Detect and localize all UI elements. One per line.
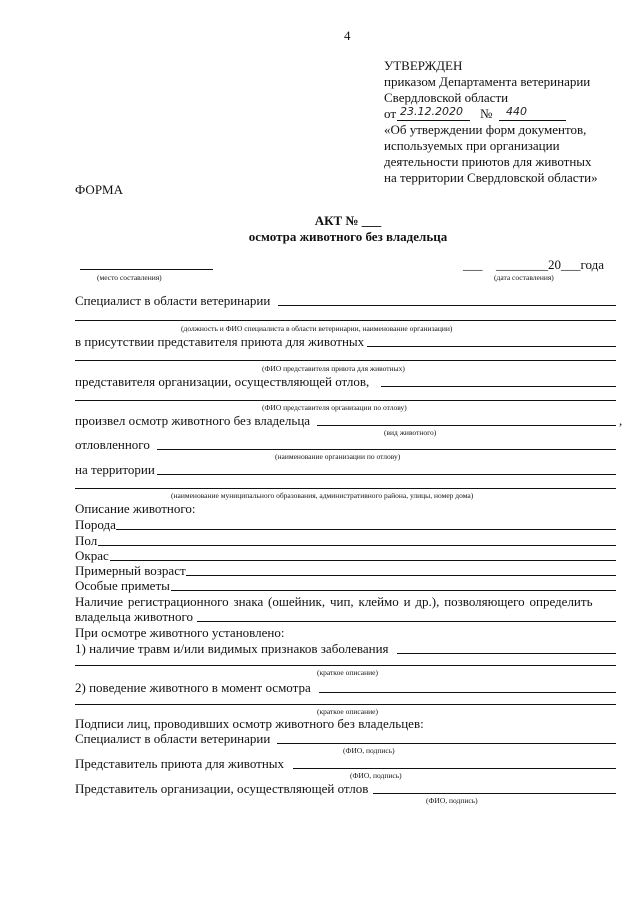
place-line (80, 269, 213, 270)
injuries-caption: (краткое описание) (317, 668, 378, 677)
behavior-line (319, 692, 616, 693)
approval-number-line (499, 120, 566, 121)
territory-line (157, 474, 616, 475)
date-text: ________20___года (496, 257, 605, 272)
caught-label: отловленного (75, 437, 150, 452)
behavior-caption: (краткое описание) (317, 707, 378, 716)
color-line (110, 560, 616, 561)
approval-line-1: приказом Департамента ветеринарии (384, 74, 591, 89)
registration-line (197, 621, 616, 622)
sig-specialist-line (277, 743, 616, 744)
shelter-rep-line-2 (75, 360, 616, 361)
catcher-rep-caption: (ФИО представителя организации по отлову) (262, 403, 407, 412)
approval-date-handwritten: 23.12.2020 (400, 105, 463, 118)
behavior-label: 2) поведение животного в момент осмотра (75, 680, 311, 695)
approval-title: УТВЕРЖДЕН (384, 58, 463, 73)
specialist-caption: (должность и ФИО специалиста в области ветеринарии, наименование организации) (181, 324, 453, 333)
specialist-line-2 (75, 320, 616, 321)
age-line (186, 575, 616, 576)
marks-line (171, 590, 616, 591)
sig-catcher-caption: (ФИО, подпись) (426, 796, 478, 805)
injuries-line-2 (75, 665, 616, 666)
inspected-comma: , (619, 413, 623, 428)
registration-label-1: Наличие регистрационного знака (ошейник, чип, клеймо и др.), позволяющего определить (75, 594, 593, 609)
act-title: АКТ № ___ (314, 213, 382, 228)
inspected-caption: (вид животного) (384, 428, 437, 437)
approval-quote-2: используемых при организации (384, 138, 560, 153)
territory-label: на территории (75, 462, 155, 477)
approval-line-2: Свердловской области (384, 90, 509, 105)
signatures-heading: Подписи лиц, проводивших осмотр животного без владельцев: (75, 716, 424, 731)
sex-label: Пол (75, 533, 98, 548)
page-number: 4 (344, 28, 351, 43)
sex-line (98, 545, 616, 546)
breed-line (116, 529, 616, 530)
description-heading: Описание животного: (75, 501, 196, 516)
sig-shelter-line (293, 768, 616, 769)
form-label: ФОРМА (75, 182, 123, 197)
approval-number-prefix: № (480, 106, 493, 121)
shelter-rep-caption: (ФИО представителя приюта для животных) (262, 364, 405, 373)
approval-quote-3: деятельности приютов для животных (384, 154, 592, 169)
caught-line (157, 449, 616, 450)
approval-date-prefix: от (384, 106, 397, 121)
sig-specialist-label: Специалист в области ветеринарии (75, 731, 271, 746)
sig-shelter-label: Представитель приюта для животных (75, 756, 285, 771)
approval-quote-1: «Об утверждении форм документов, (384, 122, 587, 137)
date-caption: (дата составления) (494, 273, 554, 282)
inspected-label: произвел осмотр животного без владельца (75, 413, 311, 428)
approval-number-handwritten: 440 (506, 105, 527, 118)
sig-catcher-label: Представитель организации, осуществляющей отлов (75, 781, 369, 796)
breed-label: Порода (75, 517, 116, 532)
specialist-line (278, 305, 616, 306)
shelter-rep-line (367, 346, 616, 347)
shelter-rep-label: в присутствии представителя приюта для животных (75, 334, 365, 349)
marks-label: Особые приметы (75, 578, 170, 593)
registration-label-2: владельца животного (75, 609, 193, 624)
injuries-label: 1) наличие травм и/или видимых признаков заболевания (75, 641, 389, 656)
sig-catcher-line (373, 793, 616, 794)
sig-specialist-caption: (ФИО, подпись) (343, 746, 395, 755)
date-blank-left: ___ (463, 257, 483, 272)
catcher-rep-line-2 (75, 400, 616, 401)
territory-caption: (наименование муниципального образования, административного района, улицы, номер дома) (171, 491, 474, 500)
catcher-rep-label: представителя организации, осуществляющей отлов, (75, 374, 370, 389)
territory-line-2 (75, 488, 616, 489)
sig-shelter-caption: (ФИО, подпись) (350, 771, 402, 780)
place-caption: (место составления) (97, 273, 162, 282)
inspected-line (317, 425, 616, 426)
caught-caption: (наименование организации по отлову) (275, 452, 401, 461)
color-label: Окрас (75, 548, 109, 563)
act-subtitle: осмотра животного без владельца (248, 229, 448, 244)
approval-quote-4: на территории Свердловской области» (384, 170, 598, 185)
injuries-line (397, 653, 616, 654)
age-label: Примерный возраст (75, 563, 186, 578)
specialist-label: Специалист в области ветеринарии (75, 293, 271, 308)
findings-heading: При осмотре животного установлено: (75, 625, 285, 640)
behavior-line-2 (75, 704, 616, 705)
approval-date-line (397, 120, 470, 121)
catcher-rep-line (381, 386, 616, 387)
